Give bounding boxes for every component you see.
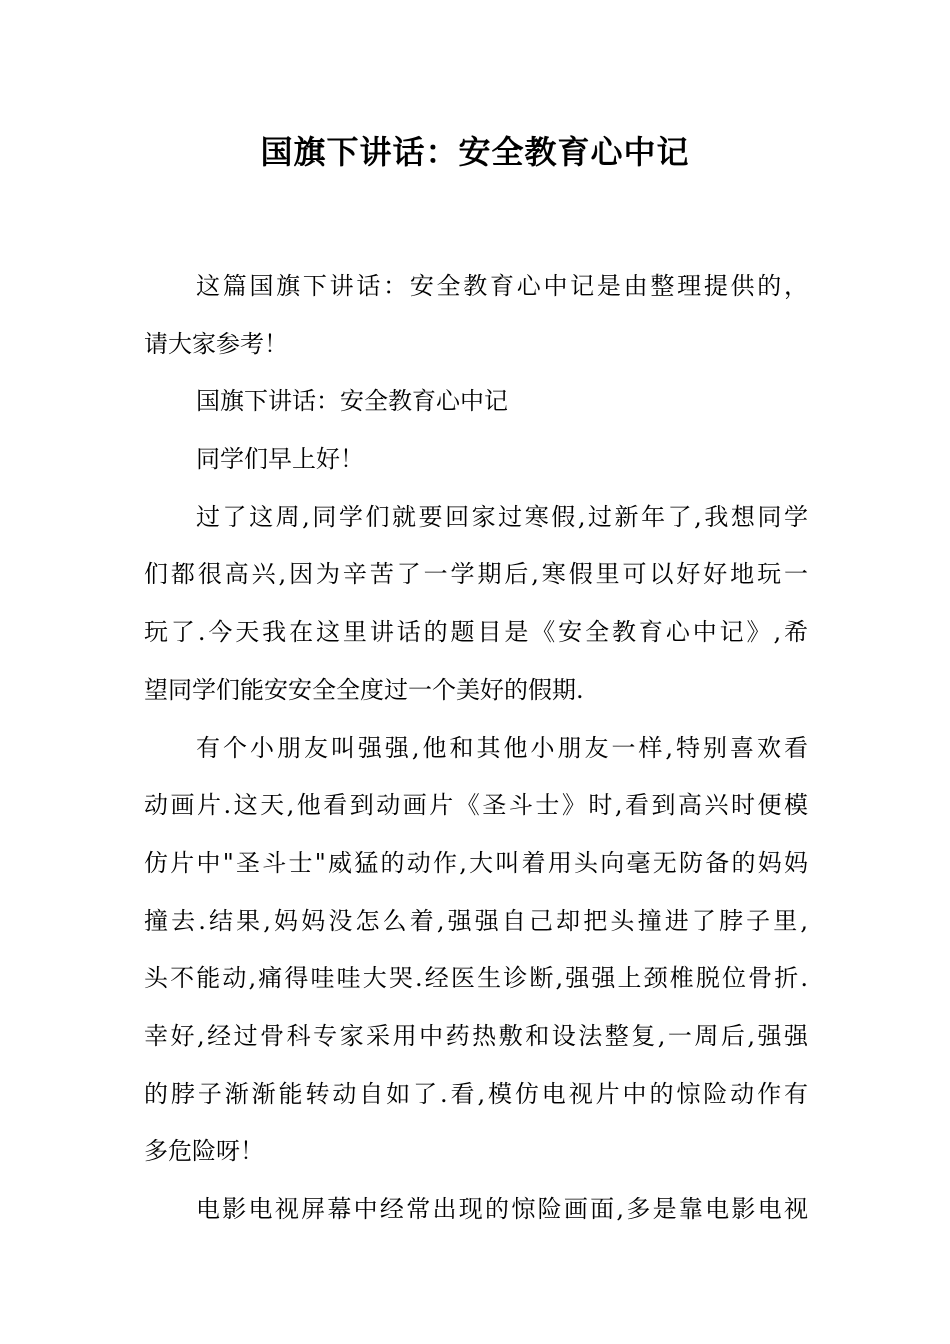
text-line-paragraph-start: 电影电视屏幕中经常出现的惊险画面,多是靠电影电视 — [196, 1195, 808, 1223]
text-line-paragraph-start: 有个小朋友叫强强,他和其他小朋友一样,特别喜欢看 — [196, 733, 808, 762]
text-line-paragraph-start: 这篇国旗下讲话：安全教育心中记是由整理提供的， — [196, 272, 808, 300]
document-title: 国旗下讲话：安全教育心中记 — [260, 133, 690, 171]
text-line: 望同学们能安安全全度过一个美好的假期. — [144, 675, 584, 704]
text-line: 多危险呀！ — [144, 1137, 264, 1166]
text-line: 请大家参考！ — [144, 329, 288, 358]
text-line: 动画片.这天,他看到动画片《圣斗士》时,看到高兴时便模 — [144, 791, 808, 820]
text-line: 头不能动,痛得哇哇大哭.经医生诊断,强强上颈椎脱位骨折. — [144, 964, 808, 993]
document-body — [144, 258, 808, 1239]
text-line: 玩了.今天我在这里讲话的题目是《安全教育心中记》,希 — [144, 618, 808, 647]
text-line-paragraph-start: 过了这周,同学们就要回家过寒假,过新年了,我想同学 — [196, 502, 808, 531]
text-line: 仿片中"圣斗士"威猛的动作,大叫着用头向毫无防备的妈妈 — [144, 848, 808, 877]
text-line: 幸好,经过骨科专家采用中药热敷和设法整复,一周后,强强 — [144, 1021, 808, 1050]
text-line: 撞去.结果,妈妈没怎么着,强强自己却把头撞进了脖子里, — [144, 906, 808, 935]
text-line: 们都很高兴,因为辛苦了一学期后,寒假里可以好好地玩一 — [144, 560, 808, 589]
text-line: 的脖子渐渐能转动自如了.看,模仿电视片中的惊险动作有 — [144, 1079, 808, 1108]
text-line-heading: 国旗下讲话：安全教育心中记 — [196, 387, 508, 416]
text-line-greeting: 同学们早上好！ — [196, 445, 364, 474]
